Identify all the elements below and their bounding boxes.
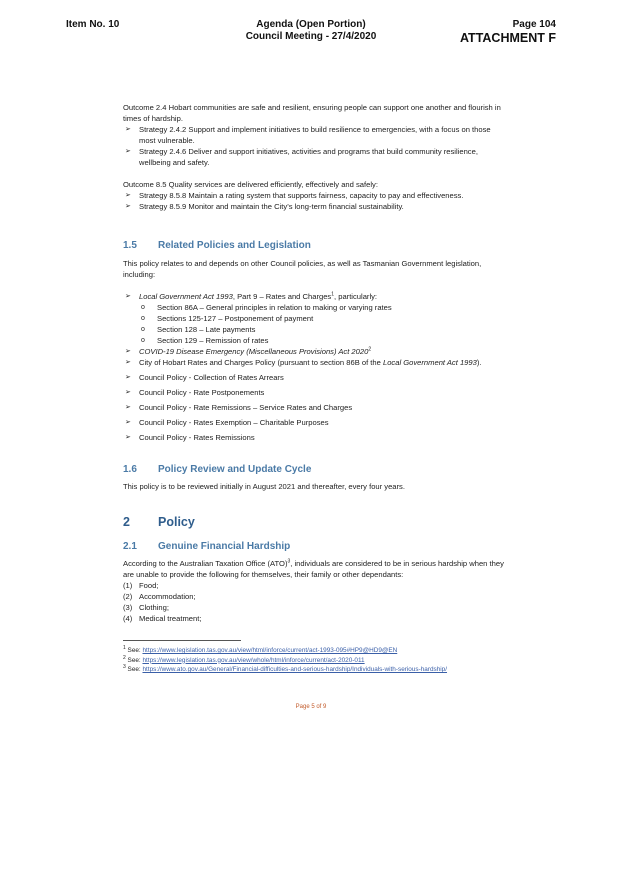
intro-text-end: , individuals are considered to be in serious hardship when they are unable to provide the following for themselves, their family or other dependants: — [123, 559, 504, 579]
footnote-ref[interactable]: 2 — [368, 346, 372, 353]
policy-text-end: ). — [476, 358, 482, 367]
list-item — [123, 291, 508, 346]
outcome-8-5: Outcome 8.5 Quality services are delivered efficiently, effectively and safely: — [123, 180, 378, 189]
sub-list-item — [139, 302, 508, 313]
sub-list-item — [139, 313, 508, 324]
section-title: Policy Review and Update Cycle — [158, 464, 312, 475]
arrow-bullet-icon: ➢ — [125, 192, 131, 199]
footnote-prefix: See: — [125, 647, 143, 654]
strategy-text: Strategy 8.5.8 Maintain a rating system that supports fairness, capacity to pay and effectiveness. — [139, 191, 464, 200]
page-number: Page 104 — [512, 19, 556, 30]
list-text: Accommodation; — [139, 592, 196, 601]
footnote-3 — [123, 665, 513, 675]
policy-text: Council Policy - Rates Exemption – Charitable Purposes — [139, 418, 329, 427]
act-title: Local Government Act 1993 — [382, 358, 477, 367]
list-item — [123, 402, 508, 413]
footnote-marker: 3 — [123, 663, 126, 670]
arrow-bullet-icon: ➢ — [125, 434, 131, 441]
list-text: Clothing; — [139, 603, 169, 612]
list-number: (3) — [123, 603, 133, 612]
section-1-5 — [123, 239, 508, 443]
page-footer: Page 5 of 9 — [295, 704, 327, 710]
outcome-2-4: Outcome 2.4 Hobart communities are safe and resilient, ensuring people can support one another and flourish in times of hardship. — [123, 103, 501, 123]
section-2-1 — [123, 540, 508, 624]
section-heading — [123, 239, 508, 253]
arrow-bullet-icon: ➢ — [125, 348, 131, 355]
section-1-6 — [123, 463, 508, 492]
sub-list-item — [139, 324, 508, 335]
arrow-bullet-icon: ➢ — [125, 389, 131, 396]
strategy-text: Strategy 2.4.2 Support and implement initiatives to build resilience to emergencies, with a focus on those most vulnerable. — [139, 125, 491, 145]
arrow-bullet-icon: ➢ — [125, 404, 131, 411]
circle-bullet-icon: o — [141, 326, 145, 333]
footnote-link[interactable]: https://www.legislation.tas.gov.au/view/whole/html/inforce/current/act-2020-011 — [142, 656, 365, 664]
arrow-bullet-icon: ➢ — [125, 374, 131, 381]
footnote-marker: 1 — [123, 644, 126, 651]
footnote-link[interactable]: https://www.ato.gov.au/General/Financial-difficulties-and-serious-hardship/Individuals-with-serious-hardship/ — [142, 666, 448, 673]
footnote-ref[interactable]: 3 — [287, 558, 291, 565]
arrow-bullet-icon: ➢ — [125, 419, 131, 426]
footnote-link[interactable]: https://www.legislation.tas.gov.au/view/html/inforce/current/act-1993-095#HP9@HD9@EN — [142, 647, 398, 654]
list-item — [123, 357, 508, 368]
list-item — [123, 124, 508, 146]
policy-text: Council Policy - Rates Remissions — [139, 433, 255, 442]
arrow-bullet-icon: ➢ — [125, 126, 131, 133]
page-info — [460, 19, 556, 45]
list-item — [123, 613, 508, 624]
sub-list-item — [139, 335, 508, 346]
act-part: , Part 9 – Rates and Charges — [232, 292, 332, 301]
circle-bullet-icon: o — [141, 337, 145, 344]
section-text: This policy is to be reviewed initially in August 2021 and thereafter, every four years. — [123, 482, 405, 491]
section-title: Related Policies and Legislation — [158, 240, 311, 251]
footnotes — [123, 646, 513, 675]
footnote-marker: 2 — [123, 654, 126, 661]
list-number: (1) — [123, 581, 133, 590]
section-heading — [123, 463, 508, 477]
attachment-label: ATTACHMENT F — [459, 31, 556, 45]
item-number: Item No. 10 — [66, 19, 120, 30]
strategy-text: Strategy 2.4.6 Deliver and support initiatives, activities and programs that build community resilience, wellbeing and safety. — [139, 147, 478, 167]
section-heading — [123, 540, 508, 554]
list-item — [123, 146, 508, 168]
policy-text: Council Policy - Collection of Rates Arrears — [139, 373, 284, 382]
strategy-text: Strategy 8.5.9 Monitor and maintain the City’s long-term financial sustainability. — [139, 202, 404, 211]
list-text: Medical treatment; — [139, 614, 202, 623]
section-intro — [123, 558, 508, 580]
list-item — [123, 346, 508, 357]
list-item — [123, 417, 508, 428]
section-intro: This policy relates to and depends on other Council policies, as well as Tasmanian Government legislation, including: — [123, 259, 482, 279]
section-2 — [123, 514, 508, 530]
list-item — [123, 602, 508, 613]
section-number: 2.1 — [123, 541, 137, 552]
arrow-bullet-icon: ➢ — [125, 293, 131, 300]
outcomes-block — [123, 102, 508, 212]
circle-bullet-icon: o — [141, 304, 145, 311]
list-item — [123, 432, 508, 443]
section-heading — [123, 514, 508, 530]
footnote-1 — [123, 646, 513, 656]
section-title: Policy — [158, 515, 195, 529]
list-text: Food; — [139, 581, 159, 590]
list-item — [123, 387, 508, 398]
list-item — [123, 190, 508, 201]
circle-bullet-icon: o — [141, 315, 145, 322]
list-number: (2) — [123, 592, 133, 601]
section-number: 1.5 — [123, 240, 137, 251]
section-number: 1.6 — [123, 464, 137, 475]
policy-text: Council Policy - Rate Postponements — [139, 388, 265, 397]
list-item — [123, 201, 508, 212]
policy-text: Council Policy - Rate Remissions – Service Rates and Charges — [139, 403, 353, 412]
act-title: COVID-19 Disease Emergency (Miscellaneous Provisions) Act 2020 — [139, 347, 369, 356]
list-number: (4) — [123, 614, 133, 623]
footnote-divider — [123, 640, 241, 641]
list-item — [123, 372, 508, 383]
agenda-line-1: Agenda (Open Portion) — [256, 19, 366, 30]
list-item — [123, 591, 508, 602]
footnote-2 — [123, 656, 513, 666]
agenda-line-2: Council Meeting - 27/4/2020 — [245, 31, 377, 42]
list-item — [123, 580, 508, 591]
sub-item-text: Section 128 – Late payments — [157, 325, 256, 334]
arrow-bullet-icon: ➢ — [125, 203, 131, 210]
sub-item-text: Section 129 – Remission of rates — [157, 336, 269, 345]
section-number: 2 — [123, 515, 130, 529]
footnote-ref[interactable]: 1 — [331, 291, 334, 298]
intro-text: According to the Australian Taxation Office (ATO) — [123, 559, 288, 568]
act-title: Local Government Act 1993 — [139, 292, 233, 301]
footnote-prefix: See: — [125, 666, 143, 673]
sub-item-text: Section 86A – General principles in relation to making or varying rates — [157, 303, 392, 312]
arrow-bullet-icon: ➢ — [125, 148, 131, 155]
act-tail: , particularly: — [334, 292, 378, 301]
section-title: Genuine Financial Hardship — [158, 541, 291, 552]
arrow-bullet-icon: ➢ — [125, 359, 131, 366]
policy-text: City of Hobart Rates and Charges Policy (pursuant to section 86B of the — [139, 358, 383, 367]
footnote-prefix: See: — [125, 656, 143, 664]
sub-item-text: Sections 125-127 – Postponement of payment — [157, 314, 314, 323]
